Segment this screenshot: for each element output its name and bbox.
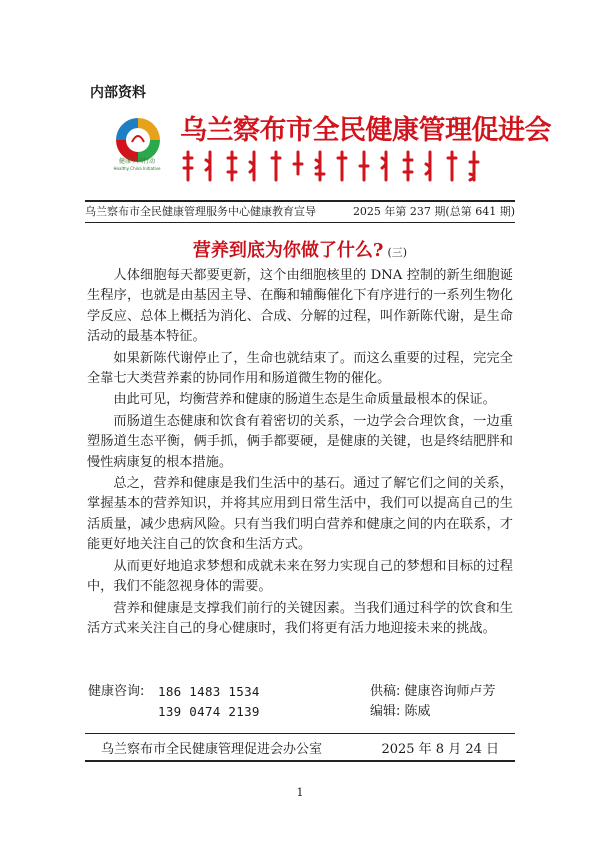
org-title: 乌兰察布市全民健康管理促进会 [180, 115, 551, 146]
contact-label-spacer [88, 702, 158, 722]
phone-number: 186 1483 1534 [158, 684, 260, 699]
paragraph: 人体细胞每天都要更新，这个由细胞核里的 DNA 控制的新生细胞诞生程序，也就是由基因主导、在酶和辅酶催化下有序进行的一系列生物化学反应、总体上概括为消化、合成、分解的过程，叫作新陈代谢，是生命活动的最基本特征。 [87, 268, 513, 345]
mongolian-script-title [180, 146, 500, 186]
paragraph: 由此可见，均衡营养和健康的肠道生态是生命质量最根本的保证。 [113, 392, 496, 408]
contact-block [88, 682, 518, 722]
office-name: 乌兰察布市全民健康管理促进会办公室 [101, 742, 323, 757]
editor-credit: 编辑: 陈威 [370, 704, 431, 719]
logo-caption-en: Healthy China Initiative [113, 166, 161, 171]
paragraph: 营养和健康是支撑我们前行的关键因素。当我们通过科学的饮食和生活方式来关注自己的身心健康时，我们将更有活力地迎接未来的挑战。 [87, 600, 513, 636]
issue-line [85, 203, 515, 219]
logo-caption-cn: 健康中国行动 [118, 158, 155, 165]
footer-line [85, 738, 515, 757]
supplier-credit: 供稿: 健康咨询师卢芳 [370, 684, 496, 699]
issue-date: 2025 年 8 月 24 日 [381, 742, 499, 757]
article-title-text: 营养到底为你做了什么? [192, 240, 384, 261]
header-rule-top [85, 200, 515, 202]
contact-label: 健康咨询: [88, 684, 145, 699]
phone-number: 139 0474 2139 [158, 704, 260, 719]
article-title-part: (三) [387, 246, 408, 259]
header-rule-bottom [85, 222, 515, 223]
issuer-text: 乌兰察布市全民健康管理服务中心健康教育宣导 [85, 205, 316, 218]
footer-rule-bottom [85, 760, 515, 762]
article-body [87, 266, 513, 640]
footer-rule-top [85, 733, 515, 734]
page-number: 1 [296, 786, 304, 799]
internal-label: 内部资料 [90, 85, 146, 101]
paragraph: 从而更好地追求梦想和成就未来在努力实现自己的梦想和目标的过程中，我们不能忽视身体的需要。 [87, 558, 513, 595]
logo-caption [102, 158, 172, 172]
article-title [0, 236, 600, 262]
paragraph: 而肠道生态健康和饮食有着密切的关系，一边学会合理饮食，一边重塑肠道生态平衡，俩手抓，俩手都要硬，是健康的关键，也是终结肥胖和慢性病康复的根本措施。 [87, 413, 513, 470]
paragraph: 如果新陈代谢停止了，生命也就结束了。而这么重要的过程，完完全全靠七大类营养素的协同作用和肠道微生物的催化。 [87, 350, 513, 387]
paragraph: 总之，营养和健康是我们生活中的基石。通过了解它们之间的关系，掌握基本的营养知识，并将其应用到日常生活中，我们可以提高自己的生活质量，减少患病风险。只有当我们明白营养和健康之间的内在联系，才能更好地关注自己的饮食和生活方式。 [87, 476, 513, 553]
issue-number: 2025 年第 237 期(总第 641 期) [352, 205, 515, 218]
